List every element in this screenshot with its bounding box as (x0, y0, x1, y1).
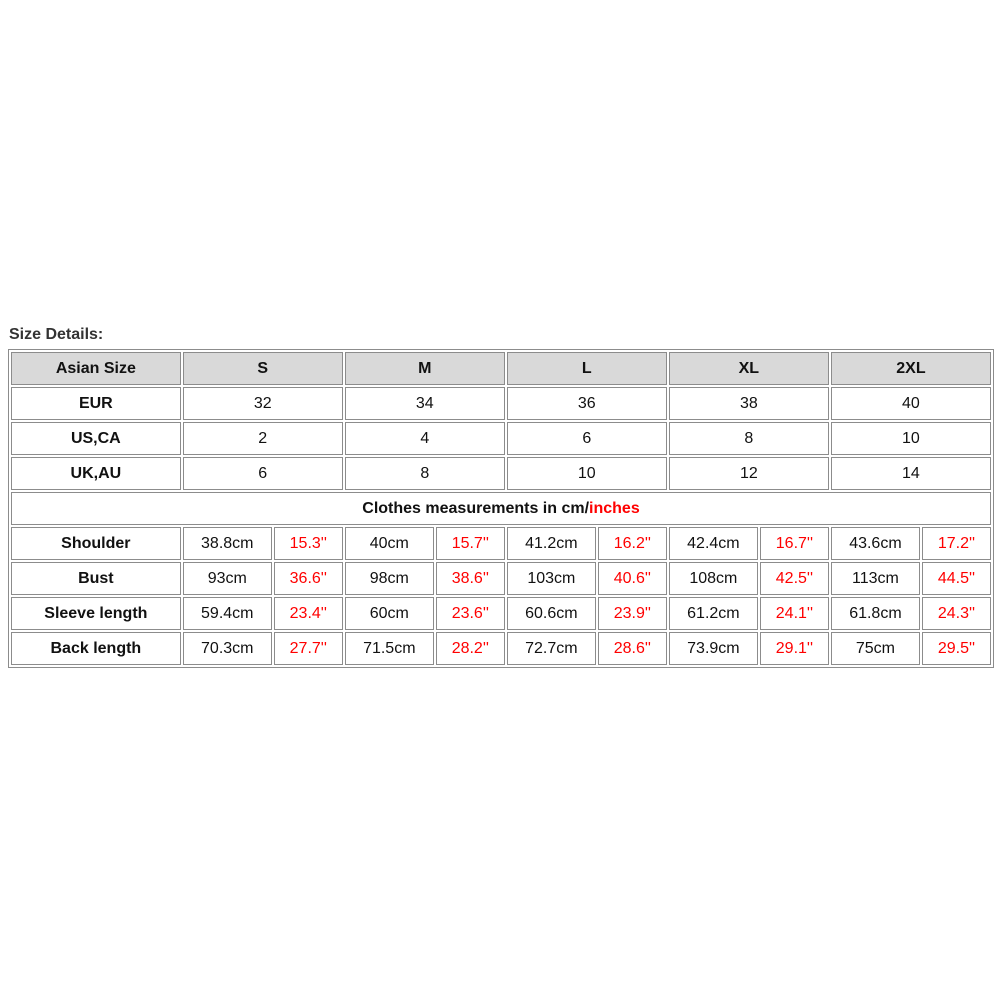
table-cell: 14 (831, 457, 991, 490)
size-header-cell: XL (669, 352, 829, 385)
table-row-uk-au (11, 457, 991, 490)
section-heading (11, 492, 991, 525)
table-cell: 2 (183, 422, 343, 455)
cm-cell: 103cm (507, 562, 596, 595)
cm-cell: 73.9cm (669, 632, 758, 665)
cm-cell: 42.4cm (669, 527, 758, 560)
table-cell: 4 (345, 422, 505, 455)
table-row-sleeve-length (11, 597, 991, 630)
table-row-back-length (11, 632, 991, 665)
inch-cell: 27.7'' (274, 632, 343, 665)
row-label: Bust (11, 562, 181, 595)
cm-cell: 61.2cm (669, 597, 758, 630)
row-label: US,CA (11, 422, 181, 455)
inch-cell: 17.2'' (922, 527, 991, 560)
cm-cell: 59.4cm (183, 597, 272, 630)
size-details-title: Size Details: (9, 326, 104, 343)
cm-cell: 61.8cm (831, 597, 920, 630)
size-header-cell: L (507, 352, 667, 385)
cm-cell: 71.5cm (345, 632, 434, 665)
inch-cell: 36.6'' (274, 562, 343, 595)
table-cell: 34 (345, 387, 505, 420)
inch-cell: 24.3'' (922, 597, 991, 630)
inch-cell: 29.1'' (760, 632, 829, 665)
table-cell: 8 (345, 457, 505, 490)
cm-cell: 108cm (669, 562, 758, 595)
table-row-us-ca (11, 422, 991, 455)
inch-cell: 23.9'' (598, 597, 667, 630)
inch-cell: 15.3'' (274, 527, 343, 560)
inch-cell: 28.6'' (598, 632, 667, 665)
cm-cell: 38.8cm (183, 527, 272, 560)
size-header-cell: 2XL (831, 352, 991, 385)
inch-cell: 38.6'' (436, 562, 505, 595)
inch-cell: 28.2'' (436, 632, 505, 665)
inch-cell: 29.5'' (922, 632, 991, 665)
inch-cell: 16.7'' (760, 527, 829, 560)
cm-cell: 98cm (345, 562, 434, 595)
row-label: Sleeve length (11, 597, 181, 630)
row-label: Back length (11, 632, 181, 665)
table-row-asian-size (11, 352, 991, 385)
table-row-shoulder (11, 527, 991, 560)
cm-cell: 70.3cm (183, 632, 272, 665)
table-row-bust (11, 562, 991, 595)
cm-cell: 113cm (831, 562, 920, 595)
cm-cell: 72.7cm (507, 632, 596, 665)
inch-cell: 24.1'' (760, 597, 829, 630)
cm-cell: 43.6cm (831, 527, 920, 560)
cm-cell: 40cm (345, 527, 434, 560)
inch-cell: 42.5'' (760, 562, 829, 595)
inch-cell: 15.7'' (436, 527, 505, 560)
cm-cell: 93cm (183, 562, 272, 595)
table-cell: 12 (669, 457, 829, 490)
table-cell: 40 (831, 387, 991, 420)
size-chart-table (8, 349, 994, 668)
table-cell: 6 (507, 422, 667, 455)
row-label: Asian Size (11, 352, 181, 385)
table-cell: 36 (507, 387, 667, 420)
table-row-section (11, 492, 991, 525)
inch-cell: 44.5'' (922, 562, 991, 595)
cm-cell: 75cm (831, 632, 920, 665)
section-heading-inches: inches (589, 499, 640, 517)
table-cell: 32 (183, 387, 343, 420)
row-label: EUR (11, 387, 181, 420)
section-heading-prefix: Clothes measurements in cm/ (362, 499, 590, 517)
cm-cell: 60cm (345, 597, 434, 630)
inch-cell: 23.6'' (436, 597, 505, 630)
row-label: Shoulder (11, 527, 181, 560)
table-row-eur (11, 387, 991, 420)
table-cell: 10 (507, 457, 667, 490)
size-header-cell: M (345, 352, 505, 385)
row-label: UK,AU (11, 457, 181, 490)
table-cell: 8 (669, 422, 829, 455)
cm-cell: 41.2cm (507, 527, 596, 560)
inch-cell: 23.4'' (274, 597, 343, 630)
table-cell: 10 (831, 422, 991, 455)
table-cell: 38 (669, 387, 829, 420)
table-cell: 6 (183, 457, 343, 490)
inch-cell: 40.6'' (598, 562, 667, 595)
size-header-cell: S (183, 352, 343, 385)
inch-cell: 16.2'' (598, 527, 667, 560)
cm-cell: 60.6cm (507, 597, 596, 630)
